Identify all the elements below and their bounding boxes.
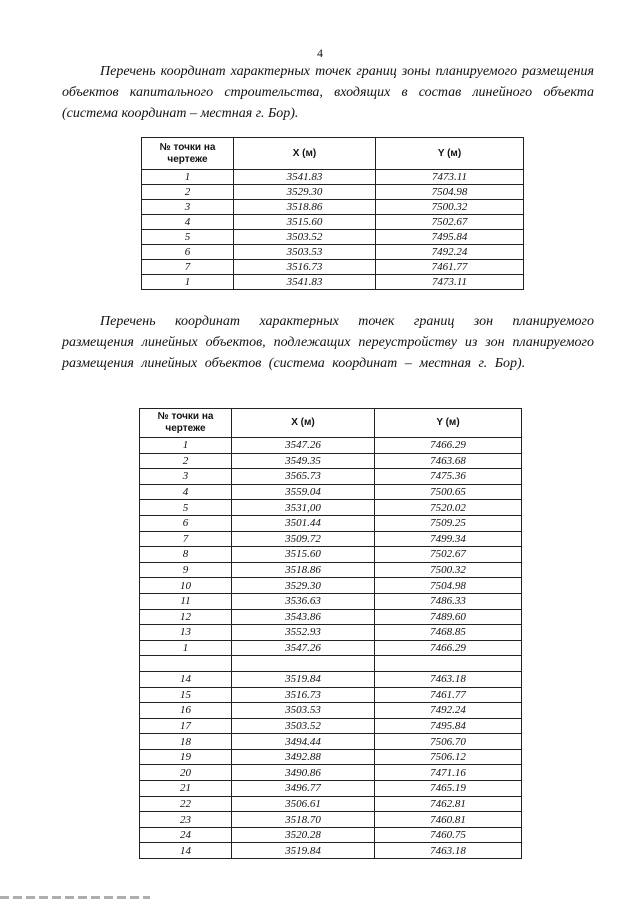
table-row — [140, 438, 522, 454]
point-number-cell: 24 — [140, 827, 232, 843]
table-row — [140, 781, 522, 797]
table-row — [140, 671, 522, 687]
x-coordinate-cell — [232, 656, 375, 672]
y-coordinate-cell: 7462.81 — [375, 796, 522, 812]
y-coordinate-cell: 7492.24 — [376, 245, 524, 260]
table-row — [140, 547, 522, 563]
x-coordinate-cell: 3529.30 — [232, 578, 375, 594]
point-number-cell: 7 — [140, 531, 232, 547]
x-coordinate-cell: 3503.53 — [234, 245, 376, 260]
point-number-cell: 2 — [142, 185, 234, 200]
x-coordinate-cell: 3547.26 — [232, 438, 375, 454]
y-coordinate-cell: 7506.12 — [375, 749, 522, 765]
table-row — [140, 796, 522, 812]
y-coordinate-cell: 7465.19 — [375, 781, 522, 797]
x-coordinate-cell: 3518.70 — [232, 812, 375, 828]
table-row — [140, 843, 522, 859]
x-coordinate-cell: 3490.86 — [232, 765, 375, 781]
point-number-cell: 19 — [140, 749, 232, 765]
x-coordinate-cell: 3536.63 — [232, 593, 375, 609]
y-coordinate-cell: 7489.60 — [375, 609, 522, 625]
section2-heading-line: Перечень координат характерных точек границ зон планируемого — [100, 314, 594, 329]
y-coordinate-cell: 7504.98 — [376, 185, 524, 200]
table-row — [142, 185, 524, 200]
column-header-point: № точки на чертеже — [140, 409, 232, 438]
y-coordinate-cell: 7466.29 — [375, 438, 522, 454]
coordinates-table-2 — [139, 408, 522, 859]
x-coordinate-cell: 3516.73 — [232, 687, 375, 703]
table-row — [140, 453, 522, 469]
y-coordinate-cell: 7502.67 — [376, 215, 524, 230]
table-row — [140, 827, 522, 843]
y-coordinate-cell: 7468.85 — [375, 625, 522, 641]
table-row — [140, 687, 522, 703]
table-row — [140, 593, 522, 609]
point-number-cell: 8 — [140, 547, 232, 563]
x-coordinate-cell: 3559.04 — [232, 484, 375, 500]
x-coordinate-cell: 3529.30 — [234, 185, 376, 200]
x-coordinate-cell: 3518.86 — [232, 562, 375, 578]
y-coordinate-cell: 7499.34 — [375, 531, 522, 547]
x-coordinate-cell: 3519.84 — [232, 843, 375, 859]
point-number-cell: 11 — [140, 593, 232, 609]
point-number-cell: 6 — [142, 245, 234, 260]
point-number-cell: 1 — [142, 275, 234, 290]
point-number-cell: 4 — [142, 215, 234, 230]
x-coordinate-cell: 3565.73 — [232, 469, 375, 485]
x-coordinate-cell: 3520.28 — [232, 827, 375, 843]
y-coordinate-cell: 7509.25 — [375, 515, 522, 531]
table-row — [140, 484, 522, 500]
y-coordinate-cell: 7495.84 — [375, 718, 522, 734]
section1-heading-line: объекта (система координат – местная г. Бор). — [62, 85, 595, 121]
y-coordinate-cell: 7463.68 — [375, 453, 522, 469]
point-number-cell: 5 — [140, 500, 232, 516]
table-row — [142, 215, 524, 230]
table-row — [140, 531, 522, 547]
point-number-cell: 15 — [140, 687, 232, 703]
section2-heading — [62, 311, 594, 374]
section1-heading — [62, 61, 594, 124]
x-coordinate-cell: 3549.35 — [232, 453, 375, 469]
y-coordinate-cell: 7500.65 — [375, 484, 522, 500]
y-coordinate-cell: 7502.67 — [375, 547, 522, 563]
point-number-cell: 10 — [140, 578, 232, 594]
y-coordinate-cell: 7492.24 — [375, 703, 522, 719]
x-coordinate-cell: 3541.83 — [234, 275, 376, 290]
y-coordinate-cell — [375, 656, 522, 672]
y-coordinate-cell: 7461.77 — [376, 260, 524, 275]
coordinates-table-1-body — [142, 170, 524, 290]
y-coordinate-cell: 7460.75 — [375, 827, 522, 843]
table-row — [142, 200, 524, 215]
y-coordinate-cell: 7500.32 — [376, 200, 524, 215]
table-row — [140, 625, 522, 641]
point-number-cell: 5 — [142, 230, 234, 245]
x-coordinate-cell: 3503.52 — [234, 230, 376, 245]
point-number-cell: 3 — [140, 469, 232, 485]
point-number-cell: 1 — [142, 170, 234, 185]
x-coordinate-cell: 3515.60 — [232, 547, 375, 563]
y-coordinate-cell: 7495.84 — [376, 230, 524, 245]
point-number-cell: 6 — [140, 515, 232, 531]
table-row — [142, 170, 524, 185]
table-row — [140, 703, 522, 719]
x-coordinate-cell: 3509.72 — [232, 531, 375, 547]
point-number-cell: 20 — [140, 765, 232, 781]
table-row — [140, 812, 522, 828]
x-coordinate-cell: 3503.52 — [232, 718, 375, 734]
column-header-y: Y (м) — [375, 409, 522, 438]
point-number-cell: 14 — [140, 843, 232, 859]
point-number-cell: 2 — [140, 453, 232, 469]
section2-heading-line: г. Бор). — [478, 356, 526, 371]
x-coordinate-cell: 3547.26 — [232, 640, 375, 656]
table-row — [140, 656, 522, 672]
x-coordinate-cell: 3543.86 — [232, 609, 375, 625]
table-row — [140, 609, 522, 625]
y-coordinate-cell: 7460.81 — [375, 812, 522, 828]
point-number-cell: 23 — [140, 812, 232, 828]
x-coordinate-cell: 3531,00 — [232, 500, 375, 516]
x-coordinate-cell: 3492.88 — [232, 749, 375, 765]
point-number-cell: 18 — [140, 734, 232, 750]
y-coordinate-cell: 7486.33 — [375, 593, 522, 609]
y-coordinate-cell: 7475.36 — [375, 469, 522, 485]
y-coordinate-cell: 7466.29 — [375, 640, 522, 656]
x-coordinate-cell: 3496.77 — [232, 781, 375, 797]
table-header-row — [142, 138, 524, 170]
table-row — [140, 765, 522, 781]
point-number-cell: 16 — [140, 703, 232, 719]
point-number-cell: 7 — [142, 260, 234, 275]
section2-heading-line: планируемого размещения линейных объектов (система координат – местная — [62, 335, 594, 371]
x-coordinate-cell: 3541.83 — [234, 170, 376, 185]
scan-edge-mark — [0, 896, 150, 899]
x-coordinate-cell: 3515.60 — [234, 215, 376, 230]
y-coordinate-cell: 7471.16 — [375, 765, 522, 781]
table-row — [140, 500, 522, 516]
point-number-cell: 4 — [140, 484, 232, 500]
point-number-cell: 13 — [140, 625, 232, 641]
column-header-point: № точки на чертеже — [142, 138, 234, 170]
y-coordinate-cell: 7473.11 — [376, 170, 524, 185]
section1-heading-line: размещения объектов капитального строительства, входящих в состав линейного — [62, 64, 594, 100]
point-number-cell: 21 — [140, 781, 232, 797]
x-coordinate-cell: 3503.53 — [232, 703, 375, 719]
column-header-y: Y (м) — [376, 138, 524, 170]
x-coordinate-cell: 3494.44 — [232, 734, 375, 750]
point-number-cell: 12 — [140, 609, 232, 625]
table-row — [140, 734, 522, 750]
table-row — [142, 230, 524, 245]
section1-heading-line: Перечень координат характерных точек границ зоны планируемого — [100, 64, 518, 79]
column-header-x: X (м) — [234, 138, 376, 170]
table-row — [140, 718, 522, 734]
table-row — [140, 640, 522, 656]
x-coordinate-cell: 3552.93 — [232, 625, 375, 641]
table-row — [140, 562, 522, 578]
x-coordinate-cell: 3506.61 — [232, 796, 375, 812]
point-number-cell: 17 — [140, 718, 232, 734]
y-coordinate-cell: 7506.70 — [375, 734, 522, 750]
table-row — [142, 275, 524, 290]
point-number-cell: 14 — [140, 671, 232, 687]
table-row — [140, 749, 522, 765]
table-row — [140, 578, 522, 594]
point-number-cell — [140, 656, 232, 672]
y-coordinate-cell: 7473.11 — [376, 275, 524, 290]
x-coordinate-cell: 3501.44 — [232, 515, 375, 531]
point-number-cell: 3 — [142, 200, 234, 215]
y-coordinate-cell: 7463.18 — [375, 671, 522, 687]
y-coordinate-cell: 7463.18 — [375, 843, 522, 859]
table-row — [142, 245, 524, 260]
page-number: 4 — [317, 46, 323, 60]
y-coordinate-cell: 7461.77 — [375, 687, 522, 703]
y-coordinate-cell: 7504.98 — [375, 578, 522, 594]
coordinates-table-1 — [141, 137, 524, 290]
section2-heading-line: размещения линейных объектов, подлежащих переустройству из зон — [62, 335, 505, 350]
coordinates-table-2-body — [140, 438, 522, 859]
point-number-cell: 9 — [140, 562, 232, 578]
y-coordinate-cell: 7500.32 — [375, 562, 522, 578]
x-coordinate-cell: 3516.73 — [234, 260, 376, 275]
y-coordinate-cell: 7520.02 — [375, 500, 522, 516]
column-header-x: X (м) — [232, 409, 375, 438]
table-row — [140, 469, 522, 485]
x-coordinate-cell: 3519.84 — [232, 671, 375, 687]
point-number-cell: 1 — [140, 438, 232, 454]
x-coordinate-cell: 3518.86 — [234, 200, 376, 215]
table-row — [140, 515, 522, 531]
table-header-row — [140, 409, 522, 438]
point-number-cell: 22 — [140, 796, 232, 812]
point-number-cell: 1 — [140, 640, 232, 656]
table-row — [142, 260, 524, 275]
